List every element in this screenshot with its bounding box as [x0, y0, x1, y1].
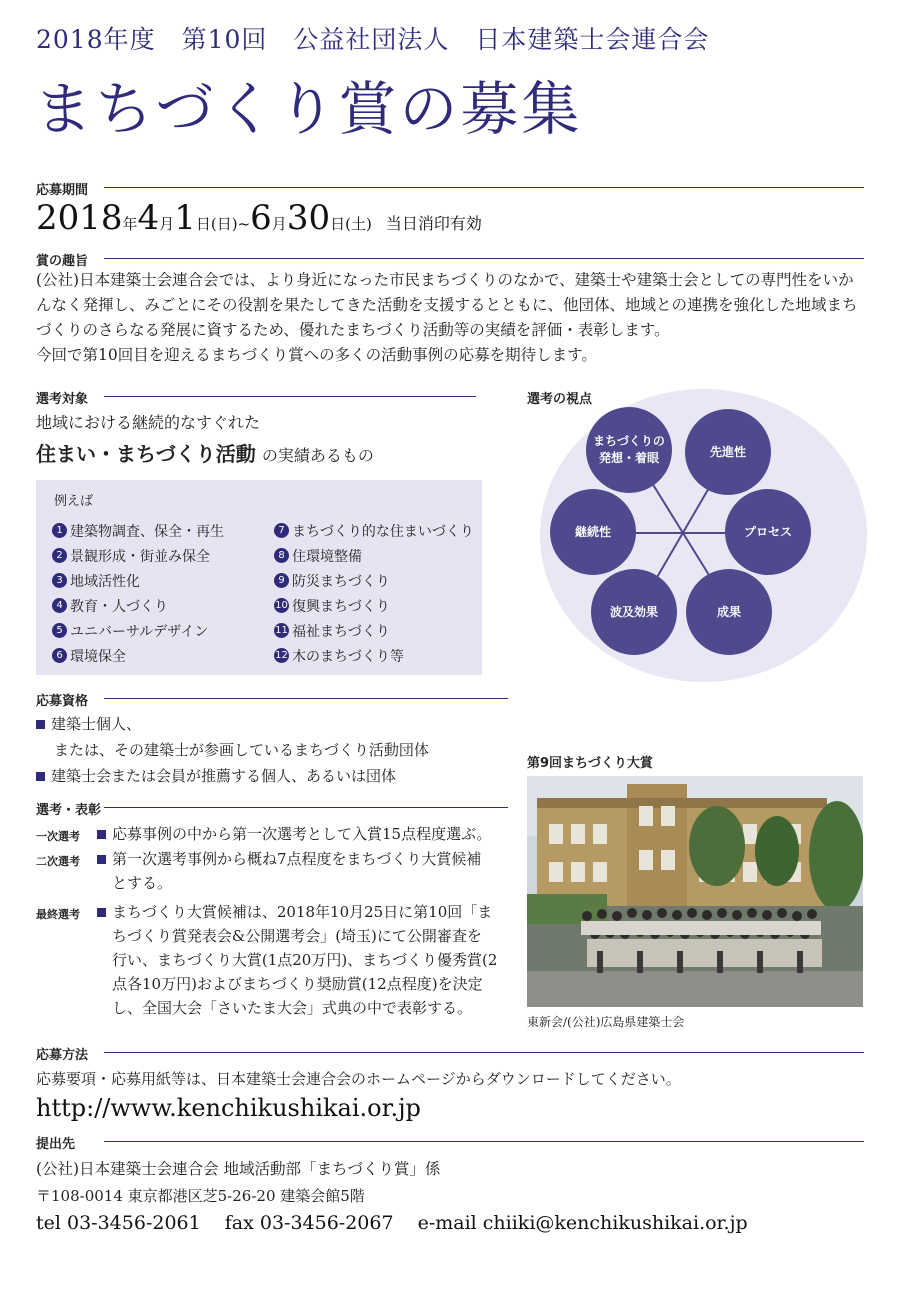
section-label-selection: 選考・表彰 — [36, 803, 102, 818]
viewpoint-process: プロセス — [725, 489, 811, 575]
photo-caption: 東新会/(公社)広島県建築士会 — [527, 1015, 685, 1029]
examples-title: 例えば — [54, 494, 94, 509]
number-badge: 7 — [274, 523, 289, 538]
section-label-period: 応募期間 — [36, 183, 89, 198]
eligibility-subline: または、その建築士が参画しているまちづくり活動団体 — [54, 741, 429, 759]
section-divider — [104, 258, 864, 259]
header-subtitle: 2018年度 第10回 公益社団法人 日本建築士会連合会 — [36, 25, 710, 54]
period-tilde: ~ — [237, 215, 251, 233]
example-label: ユニバーサルデザイン — [70, 623, 209, 640]
example-label: 木のまちづくり等 — [292, 648, 404, 665]
section-divider — [104, 1141, 864, 1142]
selection-label-first: 一次選考 — [36, 830, 80, 843]
selection-label-final: 最終選考 — [36, 908, 80, 921]
example-label: 教育・人づくり — [70, 598, 168, 615]
eligibility-item — [36, 765, 396, 786]
number-badge: 4 — [52, 598, 67, 613]
list-item — [52, 593, 224, 618]
section-label-target: 選考対象 — [36, 392, 89, 407]
submit-postal-address: 〒108-0014 東京都港区芝5-26-20 建築会館5階 — [36, 1187, 365, 1205]
viewpoint-advanced: 先進性 — [685, 409, 771, 495]
period-nichi-start: 日 — [195, 215, 211, 233]
example-label: 防災まちづくり — [292, 573, 390, 590]
list-item — [52, 618, 224, 643]
list-item — [274, 643, 474, 668]
selection-final-line: 行い、まちづくり大賞(1点20万円)、まちづくり優秀賞(2 — [112, 951, 498, 969]
purpose-paragraph: (公社)日本建築士会連合会では、より身近になった市民まちづくりのなかで、建築士や建築士会としての専門性をいかんなく発揮し、みごとにその役割を果たしてきた活動を支援するとともに、他団体、地域との連携を強化した地域まちづくりのさらなる発展に資するため、優れたまちづくり活動等の実績を評価・表彰します。 — [36, 271, 858, 339]
number-badge: 12 — [275, 650, 288, 661]
group-photo-illustration — [527, 776, 863, 1007]
number-badge: 9 — [274, 573, 289, 588]
number-badge: 2 — [52, 548, 67, 563]
list-item — [274, 618, 474, 643]
number-badge: 3 — [52, 573, 67, 588]
section-label-viewpoint: 選考の視点 — [527, 392, 593, 407]
eligibility-text: 建築士会または会員が推薦する個人、あるいは団体 — [51, 767, 397, 785]
period-dow-start: (日) — [210, 215, 238, 233]
example-label: 景観形成・街並み保全 — [70, 548, 210, 565]
section-label-eligibility: 応募資格 — [36, 694, 89, 709]
selection-first-text — [97, 822, 491, 846]
eligibility-text: 建築士個人、 — [51, 715, 142, 733]
bullet-square — [97, 830, 106, 839]
viewpoint-results: 成果 — [686, 569, 772, 655]
website-link[interactable]: http://www.kenchikushikai.or.jp — [36, 1094, 421, 1122]
selection-second-text — [97, 847, 481, 895]
period-year: 2018 — [36, 198, 123, 238]
section-label-purpose: 賞の趣旨 — [36, 254, 89, 269]
list-item — [52, 568, 224, 593]
selection-final-text — [97, 900, 497, 1020]
list-item — [274, 568, 474, 593]
section-divider — [104, 187, 864, 188]
number-badge: 6 — [52, 648, 67, 663]
bullet-square — [36, 720, 45, 729]
list-item — [274, 593, 474, 618]
viewpoint-idea — [586, 407, 672, 493]
section-label-method: 応募方法 — [36, 1048, 89, 1063]
section-divider — [104, 807, 508, 808]
viewpoint-ripple: 波及効果 — [591, 569, 677, 655]
application-period — [36, 198, 482, 238]
target-line-1: 地域における継続的なすぐれた — [36, 413, 261, 432]
section-divider — [104, 698, 508, 699]
target-line-2 — [36, 438, 374, 467]
section-divider — [104, 1052, 864, 1053]
period-dow-end: (土) — [345, 215, 372, 233]
number-badge: 8 — [274, 548, 289, 563]
selection-second-line1: 第一次選考事例から概ね7点程度をまちづくり大賞候補 — [112, 850, 482, 868]
example-label: 福祉まちづくり — [292, 623, 390, 640]
bullet-square — [36, 772, 45, 781]
list-item — [52, 643, 224, 668]
selection-final-line: し、全国大会「さいたま大会」式典の中で表彰する。 — [112, 999, 473, 1017]
method-text: 応募要項・応募用紙等は、日本建築士会連合会のホームページからダウンロードしてください。 — [36, 1070, 681, 1088]
number-badge: 5 — [52, 623, 67, 638]
target-emphasis: 住まい・まちづくり活動 — [36, 442, 256, 466]
bullet-square — [97, 855, 106, 864]
viewpoint-diagram — [540, 385, 870, 680]
selection-second-line2: とする。 — [112, 874, 173, 892]
example-label: まちづくり的な住まいづくり — [292, 523, 474, 540]
list-item — [274, 543, 474, 568]
postmark-note: 当日消印有効 — [385, 214, 482, 233]
period-tsuki-end: 月 — [271, 215, 287, 233]
eligibility-item — [36, 713, 141, 734]
selection-final-line: 点各10万円)およびまちづくり奨励賞(12点程度)を決定 — [112, 975, 483, 993]
target-rest: の実績あるもの — [261, 446, 374, 465]
number-badge: 10 — [275, 600, 288, 611]
period-month-end: 6 — [250, 198, 272, 238]
page-title: まちづくり賞の募集 — [34, 75, 583, 143]
period-day-end: 30 — [286, 198, 331, 238]
selection-final-line: まちづくり大賞候補は、2018年10月25日に第10回「ま — [112, 903, 493, 921]
number-badge: 1 — [52, 523, 67, 538]
contact-line — [36, 1212, 748, 1234]
list-item — [274, 518, 474, 543]
award-photo — [527, 776, 863, 1007]
period-tsuki-start: 月 — [159, 215, 175, 233]
purpose-paragraph-2: 今回で第10回目を迎えるまちづくり賞への多くの活動事例の応募を期待します。 — [36, 346, 597, 364]
bullet-square — [97, 908, 106, 917]
examples-left-list — [52, 518, 224, 668]
viewpoint-continuity: 継続性 — [550, 489, 636, 575]
period-day-start: 1 — [174, 198, 196, 238]
example-label: 地域活性化 — [70, 573, 140, 590]
selection-label-second: 二次選考 — [36, 855, 80, 868]
example-label: 建築物調査、保全・再生 — [70, 523, 224, 540]
example-label: 環境保全 — [70, 648, 126, 665]
photo-title: 第9回まちづくり大賞 — [527, 756, 653, 771]
viewpoint-idea-line2: 発想・着眼 — [598, 451, 659, 465]
example-label: 復興まちづくり — [292, 598, 390, 615]
selection-final-line: ちづくり賞発表会&公開選考会」(埼玉)にて公開審査を — [112, 927, 482, 945]
list-item — [52, 518, 224, 543]
period-month-start: 4 — [137, 198, 160, 238]
period-nichi-end: 日 — [330, 215, 346, 233]
email-address[interactable]: e-mail chiiki@kenchikushikai.or.jp — [417, 1212, 748, 1234]
section-divider — [104, 396, 476, 397]
section-label-submit: 提出先 — [36, 1137, 76, 1152]
phone-number: tel 03-3456-2061 — [36, 1212, 201, 1234]
submit-address-office: (公社)日本建築士会連合会 地域活動部「まちづくり賞」係 — [36, 1160, 441, 1178]
examples-right-list — [274, 518, 474, 668]
list-item — [52, 543, 224, 568]
example-label: 住環境整備 — [292, 548, 362, 565]
purpose-text — [36, 268, 866, 368]
examples-box — [36, 480, 482, 675]
fax-number: fax 03-3456-2067 — [224, 1212, 394, 1234]
period-nen: 年 — [122, 215, 138, 233]
selection-first-body: 応募事例の中から第一次選考として入賞15点程度選ぶ。 — [112, 825, 492, 843]
viewpoint-idea-line1: まちづくりの — [593, 434, 665, 448]
number-badge: 11 — [275, 625, 288, 636]
